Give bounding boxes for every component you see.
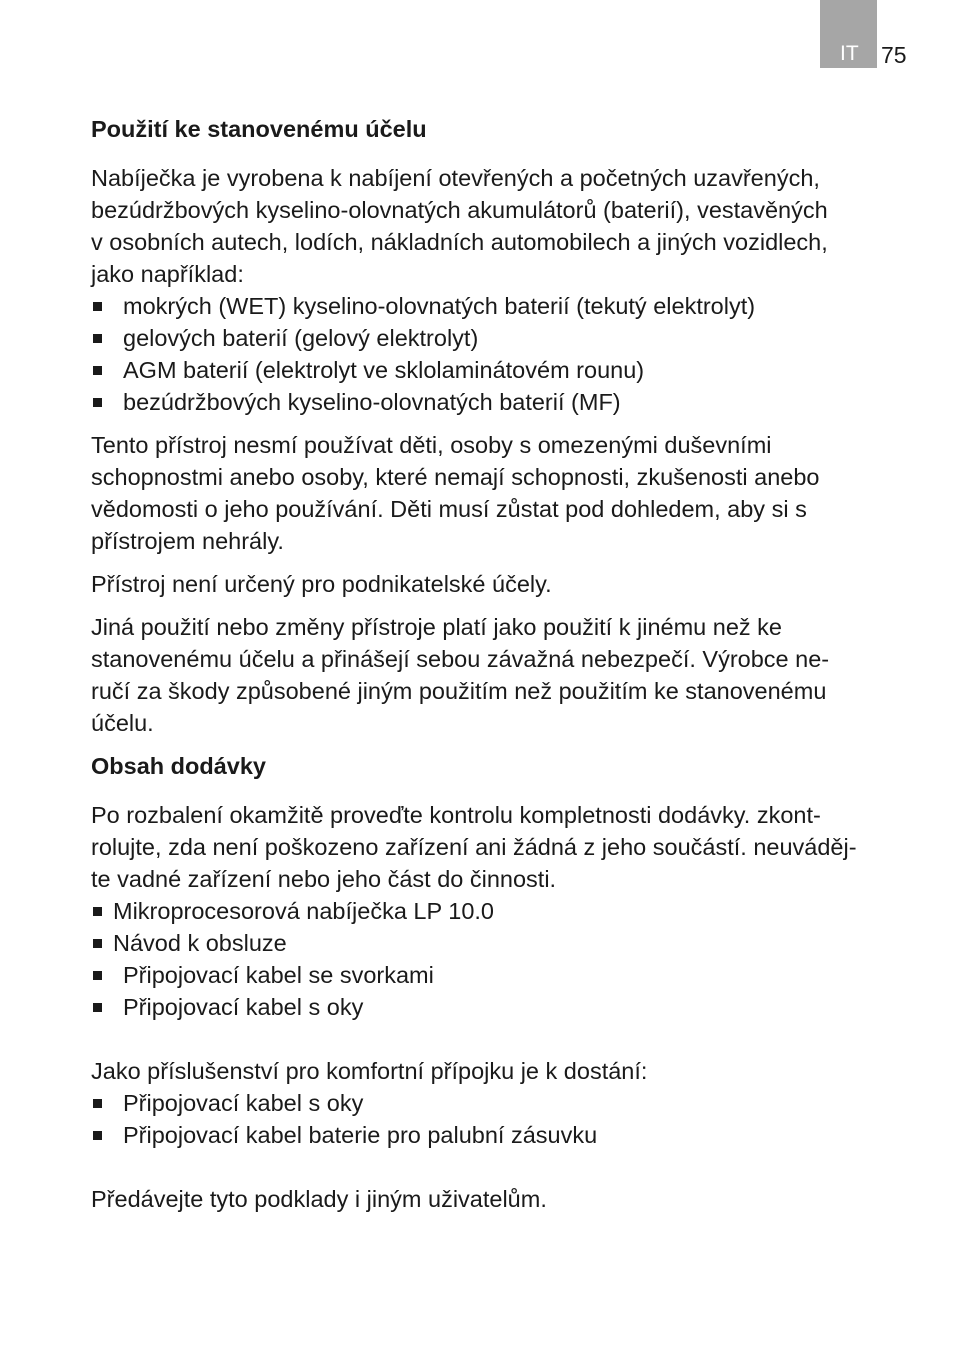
text-line: vědomosti o jeho používání. Děti musí zůstat pod dohledem, aby si s [91, 496, 807, 522]
section-heading-package-contents: Obsah dodávky [91, 753, 266, 779]
section-heading-intended-use: Použití ke stanovenému účelu [91, 116, 427, 142]
list-item: Připojovací kabel se svorkami [91, 959, 913, 991]
text-line: účelu. [91, 710, 154, 736]
list-item: bezúdržbových kyselino-olovnatých baterií (MF) [91, 386, 913, 418]
list-item: AGM baterií (elektrolyt ve sklolaminátovém rounu) [91, 354, 913, 386]
text-line: stanovenému účelu a přinášejí sebou závažná nebezpečí. Výrobce ne- [91, 646, 830, 672]
paragraph-children-warning [91, 429, 913, 557]
paragraph-accessories-intro: Jako příslušenství pro komfortní přípojku je k dostání: [91, 1058, 648, 1084]
text-line: jako například: [91, 261, 244, 287]
page-content [91, 113, 913, 1215]
text-line: te vadné zařízení nebo jeho část do činnosti. [91, 866, 557, 892]
list-item: Návod k obsluze [91, 927, 913, 959]
text-line: Tento přístroj nesmí používat děti, osoby s omezenými duševními [91, 432, 772, 458]
language-tab [820, 0, 877, 68]
text-line: Po rozbalení okamžitě proveďte kontrolu kompletnosti dodávky. zkont- [91, 802, 821, 828]
text-line: Jiná použití nebo změny přístroje platí jako použití k jinému než ke [91, 614, 783, 640]
list-item: mokrých (WET) kyselino-olovnatých baterií (tekutý elektrolyt) [91, 290, 913, 322]
text-line: v osobních autech, lodích, nákladních automobilech a jiných vozidlech, [91, 229, 828, 255]
paragraph-unpacking [91, 799, 913, 895]
package-cables-list [91, 959, 913, 1023]
paragraph-purpose [91, 162, 913, 290]
list-item: Připojovací kabel s oky [91, 1087, 913, 1119]
text-line: Přístroj není určený pro podnikatelské účely. [91, 571, 552, 597]
paragraph-closing: Předávejte tyto podklady i jiným uživatelům. [91, 1186, 547, 1212]
list-item: gelových baterií (gelový elektrolyt) [91, 322, 913, 354]
accessories-list [91, 1087, 913, 1151]
paragraph-not-commercial [91, 568, 913, 600]
battery-type-list [91, 290, 913, 418]
page-number: 75 [881, 42, 907, 68]
text-line: bezúdržbových kyselino-olovnatých akumulátorů (baterií), vestavěných [91, 197, 828, 223]
list-item: Připojovací kabel baterie pro palubní zásuvku [91, 1119, 913, 1151]
language-tab-label: IT [840, 42, 859, 65]
text-line: ručí za škody způsobené jiným použitím než použitím ke stanovenému [91, 678, 827, 704]
list-item: Připojovací kabel s oky [91, 991, 913, 1023]
paragraph-other-use [91, 611, 913, 739]
text-line: rolujte, zda není poškozeno zařízení ani žádná z jeho součástí. neuváděj- [91, 834, 857, 860]
text-line: Nabíječka je vyrobena k nabíjení otevřených a početných uzavřených, [91, 165, 820, 191]
package-contents-list [91, 895, 913, 959]
text-line: přístrojem nehrály. [91, 528, 284, 554]
list-item: Mikroprocesorová nabíječka LP 10.0 [91, 895, 913, 927]
text-line: schopnostmi anebo osoby, které nemají schopnosti, zkušenosti anebo [91, 464, 820, 490]
